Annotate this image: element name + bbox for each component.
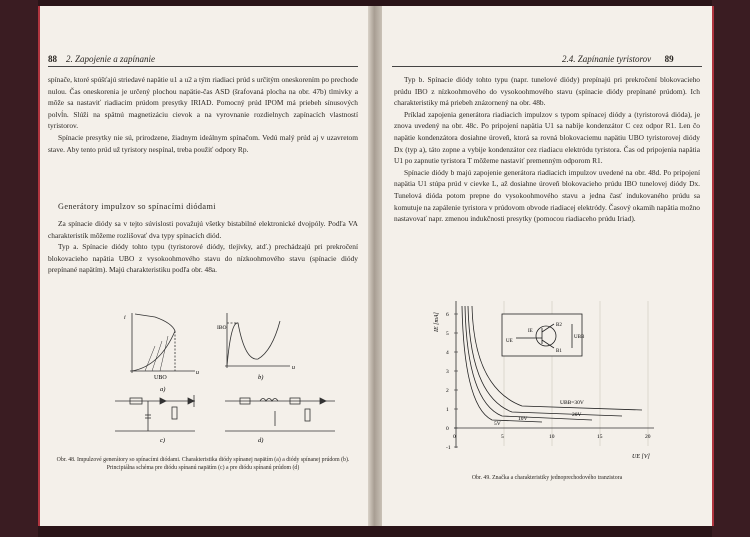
- cover-edge-right: [712, 0, 750, 537]
- fig49-y-axis-label: IE [mA]: [434, 312, 440, 332]
- fig49-y-tick-label: 4: [446, 350, 449, 356]
- right-page-number: 89: [664, 54, 674, 64]
- right-para-1: Typ b. Spínacie diódy tohto typu (napr. tunelové diódy) prepínajú pri prekročení blokovacieho prúdu IBO z nízkoohmového do vysokoohmového stavu (spínacie diódy prepínané prúdom). Ich charakteristiky má priebeh znázornený na obr. 48b.: [394, 75, 700, 108]
- left-page: [38, 6, 370, 526]
- fig49-y-tick-label: 3: [446, 369, 449, 375]
- left-running-head: [48, 54, 155, 64]
- right-para-2: Príklad zapojenia generátora riadiacich impulzov s typom spínacej diódy a (tyristorová dióda), je znova uvedený na obr. 48c. Po pripojení napätia U1 sa nabíje kondenzátor C cez odpor R1. Len čo napätie kondenzátora dosiahne úroveň, ktorá sa rovná blokovaciemu napätiu UBO tyristorovej diódy Dx (typ a), táto zopne a vybije kondenzátor cez riadiacu elektródu tyristora. Čas od pripojenia napätia U1 po zapnutie tyristora T môžeme nastaviť premenným odporom R1.: [394, 109, 700, 166]
- fig48d-label: d): [258, 437, 264, 443]
- fig49-x-axis-label: UE [V]: [632, 454, 650, 460]
- left-text-block-2: [48, 218, 358, 276]
- left-text-block-1: [48, 74, 358, 155]
- fig49-inset-ubb: UBB: [574, 335, 585, 340]
- left-para-4: Typ a. Spínacie diódy tohto typu (tyristorové diódy, tlejivky, atď.) prechádzajú pri prekročení blokovacieho napätia UBO z vysokoohmového stavu do nízkoohmového stavu (spínacie diódy prepínané napätím). Majú charakteristiku podľa obr. 48a.: [48, 242, 358, 275]
- fig49-x-tick-label: 10: [549, 434, 555, 440]
- fig49-curve-label-5v: 5V: [494, 421, 501, 427]
- left-running-title: 2. Zapojenie a zapínanie: [66, 54, 155, 64]
- right-page: [382, 6, 714, 526]
- left-para-3: Za spínacie diódy sa v tejto súvislosti považujú všetky bistabilné elektronické dvojpóly. Podľa VA charakteristík môžeme rozlišovať dva typy spínacích diód.: [48, 219, 358, 240]
- fig48a-label: a): [160, 386, 166, 393]
- fig49-y-tick-label: -1: [446, 445, 451, 451]
- fig49-y-tick-label: 0: [446, 426, 449, 432]
- left-para-2: Spínacie presytky nie sú, prirodzene, žiadnym ideálnym spínačom. Vedú malý prúd aj v uzavretom stave. Aby tento prúd už tyristory nespínal, treba použiť odpory Rp.: [48, 132, 358, 154]
- figure-48: [100, 311, 350, 443]
- fig49-x-tick-label: 15: [597, 434, 603, 440]
- fig49-inset-b2: B2: [556, 323, 562, 328]
- right-para-3: Spínacie diódy b majú zapojenie generátora riadiacich impulzov uvedené na obr. 48d. Po pripojení napätia U1 stúpa prúd v cievke L, až dosiahne úroveň blokovacieho prúdu IBO tunelovej diódy Dx. Tunelová dióda potom prepne do vysokoohmového stavu a jedna časť indukovaného prúdu sa komutuje na zapálenie tyristora v prúdovom obvode riadiacej elektródy. Časový okamih napätia možno nastavovať napr. zmenou indukčnosti presytky (pomocou riadiaceho prúdu Iriad).: [394, 167, 700, 224]
- section-title: Generátory impulzov so spínacími diódami: [58, 202, 216, 211]
- fig49-ujt-symbol: [502, 314, 582, 356]
- fig49-curve-label-20v: 20V: [572, 412, 582, 418]
- fig49-x-tick-label: 0: [453, 434, 456, 440]
- fig48c-label: c): [160, 437, 166, 443]
- right-running-head: [562, 54, 674, 64]
- fig49-x-tick-label: 20: [645, 434, 651, 440]
- fig48d-circuit: [225, 398, 335, 431]
- figure-49-caption: Obr. 49. Značka a charakteristiky jednoprechodového tranzistora: [471, 475, 623, 481]
- fig48b-u-label: u: [292, 365, 295, 371]
- fig49-y-tick-label: 2: [446, 388, 449, 394]
- fig48c-circuit: [115, 395, 195, 431]
- fig48b-ibo-label: IBO: [217, 325, 227, 331]
- figure-49: [432, 296, 672, 466]
- left-page-number: 88: [48, 54, 57, 64]
- left-para-1: spínače, ktoré spúšťajú striedavé napätie u1 a u2 a tým riadiaci prúd s určitým oneskorením po prechode nulou. Čas oneskorenia je určený plochou napätie-čas ASD (šrafovaná plocha na obr. 47b) tlmivky a môže sa nastaviť riadiacim prúdom presytky IRIAD. Pomocný prúd IPOM má priebeh sínusových polvĺn. Slúži na spätnú magnetizáciu cievok a na vyrovnanie rozdielnych zapínacích vlastností tyristorov.: [48, 75, 358, 131]
- fig48a-u-label: u: [196, 370, 199, 376]
- right-running-title: 2.4. Zapínanie tyristorov: [562, 54, 652, 64]
- fig48b-label: b): [258, 374, 264, 381]
- book-gutter: [368, 6, 382, 526]
- fig49-y-tick-label: 5: [446, 331, 449, 337]
- fig49-curve-label-30v: UBB=30V: [560, 400, 584, 406]
- left-header-rule: [48, 66, 358, 67]
- fig49-inset-ie: IE: [528, 329, 533, 334]
- fig48a-ubo-label: UBO: [154, 375, 167, 381]
- fig48b-characteristic: [225, 313, 290, 368]
- figure-48-caption: Obr. 48. Impulzové generátory so spínacími diódami. Charakteristika diódy spínanej napätím (a) a diódy spínanej prúdom (b). Principiálna schéma pre diódu spínanú napätím (c) a pre diódu spínanú prúdom (d): [56, 457, 350, 472]
- fig49-y-tick-label: 6: [446, 312, 449, 318]
- right-header-rule: [392, 66, 702, 67]
- fig49-curve-label-10v: 10V: [518, 416, 528, 422]
- fig48a-i-label: i: [124, 315, 126, 321]
- fig48a-characteristic: [130, 313, 195, 373]
- fig49-inset-ue: UE: [506, 339, 513, 344]
- fig49-x-tick-label: 5: [501, 434, 504, 440]
- right-text-block: [394, 74, 700, 225]
- fig49-x-ticks: [453, 434, 651, 440]
- fig49-inset-b1: B1: [556, 349, 562, 354]
- fig49-y-tick-label: 1: [446, 407, 449, 413]
- cover-edge-left: [0, 0, 38, 537]
